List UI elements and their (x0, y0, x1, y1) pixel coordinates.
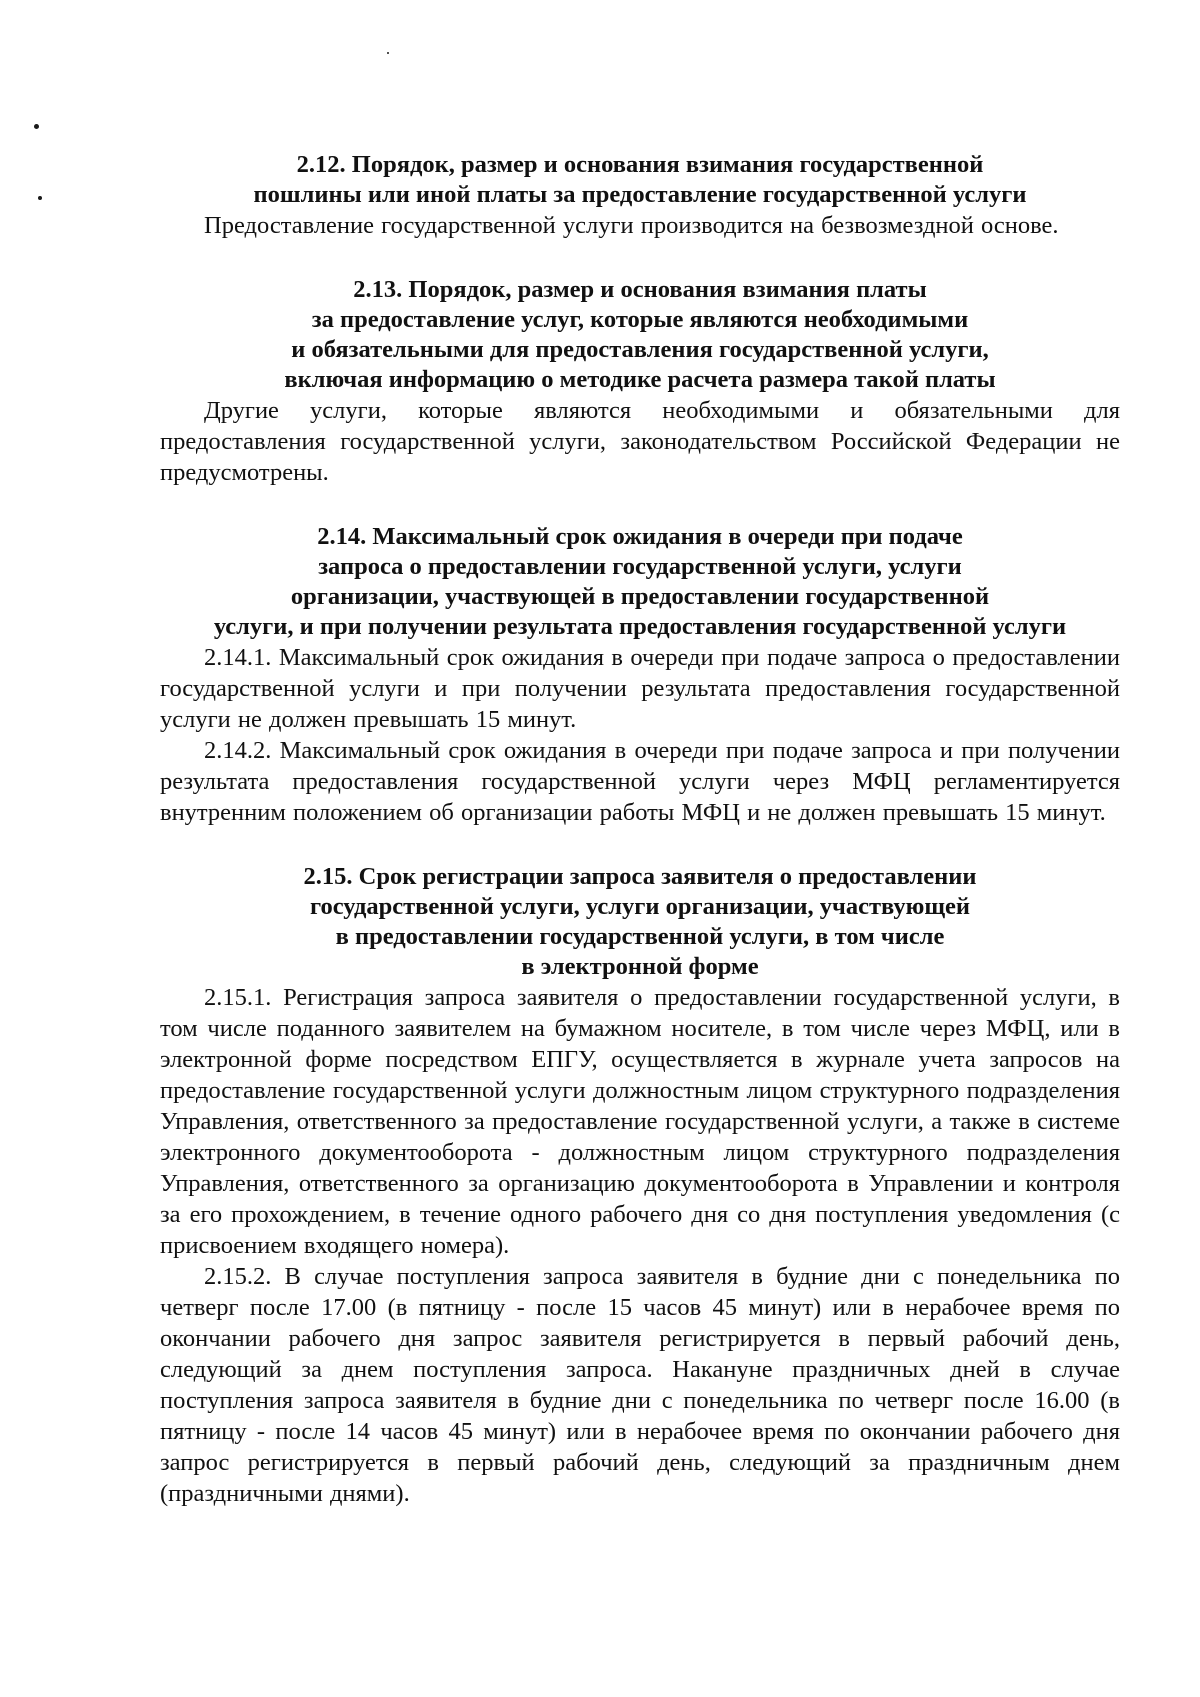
paragraph: Предоставление государственной услуги производится на безвозмездной основе. (204, 212, 1059, 239)
section-2-13 (160, 275, 1120, 488)
heading-line: включая информацию о методике расчета размера такой платы (284, 366, 996, 393)
scan-artifact-dot (34, 124, 39, 129)
section-2-15 (160, 862, 1120, 1509)
heading-line: и обязательными для предоставления государственной услуги, (291, 336, 989, 363)
heading-line: 2.12. Порядок, размер и основания взимания государственной (296, 151, 984, 178)
heading-line: пошлины или иной платы за предоставление государственной услуги (253, 181, 1027, 208)
scan-artifact-dot (38, 196, 42, 200)
section-2-14 (160, 522, 1120, 828)
section-2-12 (160, 150, 1120, 241)
heading-line: 2.15. Срок регистрации запроса заявителя о предоставлении (303, 863, 977, 890)
heading-line: услуги, и при получении результата предоставления государственной услуги (213, 613, 1067, 640)
paragraph: 2.15.2. В случае поступления запроса заявителя в будние дни с понедельника по четверг после 17.00 (в пятницу - после 15 часов 45 минут) или в нерабочее время по окончании рабочего дня запрос заявителя регистрируется в первый рабочий день, следующий за днем поступления запроса. Накануне праздничных дней в случае поступления запроса заявителя в будние дни с понедельника по четверг после 16.00 (в пятницу - после 14 часов 45 минут) или в нерабочее время по окончании рабочего дня запрос регистрируется в первый рабочий день, следующий за праздничным днем (праздничными днями). (160, 1263, 1120, 1507)
heading-line: организации, участвующей в предоставлении государственной (290, 583, 990, 610)
section-heading (160, 150, 1120, 210)
scan-artifact-dot (387, 52, 389, 54)
paragraph: 2.14.1. Максимальный срок ожидания в очереди при подаче запроса о предоставлении государственной услуги и при получении результата предоставления государственной услуги не должен превышать 15 минут. (160, 644, 1120, 733)
heading-line: государственной услуги, услуги организации, участвующей (309, 893, 971, 920)
paragraph: 2.15.1. Регистрация запроса заявителя о предоставлении государственной услуги, в том числе поданного заявителем на бумажном носителе, в том числе через МФЦ, или в электронной форме посредством ЕПГУ, осуществляется в журнале учета запросов на предоставление государственной услуги должностным лицом структурного подразделения Управления, ответственного за предоставление государственной услуги, а также в системе электронного документооборота - должностным лицом структурного подразделения Управления, ответственного за организацию документооборота в Управлении и контроля за его прохождением, в течение одного рабочего дня со дня поступления уведомления (с присвоением входящего номера). (160, 984, 1120, 1259)
paragraph: 2.14.2. Максимальный срок ожидания в очереди при подаче запроса и при получении результата предоставления государственной услуги через МФЦ регламентируется внутренним положением об организации работы МФЦ и не должен превышать 15 минут. (160, 737, 1120, 826)
heading-line: за предоставление услуг, которые являются необходимыми (311, 306, 969, 333)
section-heading (160, 862, 1120, 982)
heading-line: в предоставлении государственной услуги, в том числе (335, 923, 945, 950)
section-heading (160, 522, 1120, 642)
heading-line: запроса о предоставлении государственной услуги, услуги (318, 553, 962, 580)
paragraph: Другие услуги, которые являются необходимыми и обязательными для предоставления государственной услуги, законодательством Российской Федерации не предусмотрены. (160, 397, 1120, 486)
heading-line: в электронной форме (521, 953, 759, 980)
heading-line: 2.14. Максимальный срок ожидания в очереди при подаче (317, 523, 963, 550)
heading-line: 2.13. Порядок, размер и основания взимания платы (353, 276, 927, 303)
section-heading (160, 275, 1120, 395)
document-page (160, 150, 1120, 1543)
